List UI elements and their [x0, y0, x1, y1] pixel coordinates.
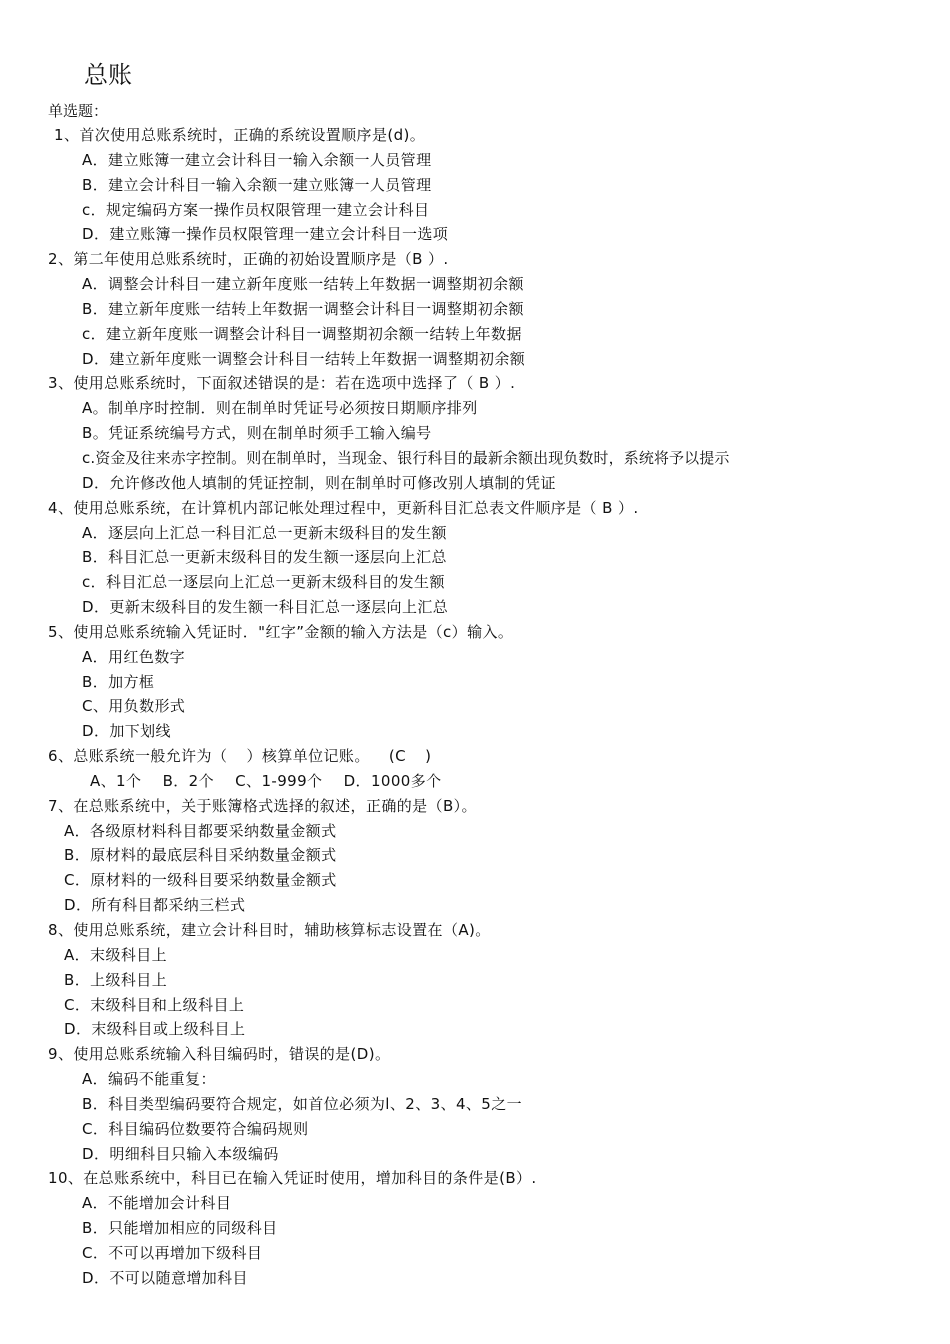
question-8: 8、使用总账系统，建立会计科目时，辅助核算标志设置在（A)。 [48, 921, 491, 939]
option-1c: c．规定编码方案一操作员权限管理一建立会计科目 [82, 200, 430, 219]
section-heading: 单选题： [48, 102, 109, 120]
option-10a: A．不能增加会计科目 [82, 1194, 232, 1213]
question-7: 7、在总账系统中，关于账簿格式选择的叙述，正确的是（B）。 [48, 796, 477, 815]
option-5b: B．加方框 [82, 672, 155, 691]
option-1b: B．建立会计科目一输入余额一建立账簿一人员管理 [82, 175, 432, 194]
option-4c: c．科目汇总一逐层向上汇总一更新末级科目的发生额 [82, 573, 445, 592]
question-6: 6、总账系统一般允许为（ ）核算单位记账。 (C ) [48, 747, 432, 766]
question-3: 3、使用总账系统时，下面叙述错误的是：若在选项中选择了（ B ）. [48, 374, 516, 393]
option-7b: B．原材料的最底层科目采纳数量金额式 [64, 846, 337, 865]
option-8b: B．上级科目上 [64, 970, 168, 989]
option-8d: D．末级科目或上级科目上 [64, 1020, 246, 1039]
option-4b: B．科目汇总一更新末级科目的发生额一逐层向上汇总 [82, 548, 447, 567]
option-4a: A．逐层向上汇总一科目汇总一更新末级科目的发生额 [82, 523, 447, 542]
option-5a: A．用红色数字 [82, 647, 186, 666]
question-9: 9、使用总账系统输入科目编码时，错误的是(D)。 [48, 1045, 391, 1064]
option-3b: B。凭证系统编号方式，则在制单时须手工输入编号 [82, 424, 432, 443]
option-8a: A．末级科目上 [64, 945, 168, 964]
option-7d: D．所有科目都采纳三栏式 [64, 896, 246, 915]
question-1: 1、首次使用总账系统时，正确的系统设置顺序是(d)。 [54, 126, 426, 144]
question-4: 4、使用总账系统，在计算机内部记帐处理过程中，更新科目汇总表文件顺序是（ B ）. [48, 498, 639, 517]
option-4d: D．更新末级科目的发生额一科目汇总一逐层向上汇总 [82, 598, 449, 617]
option-10b: B．只能增加相应的同级科目 [82, 1219, 278, 1238]
option-10c: C．不可以再增加下级科目 [82, 1243, 263, 1262]
option-3a: A。制单序时控制．则在制单时凭证号必须按日期顺序排列 [82, 399, 478, 418]
option-7c: C．原材料的一级科目要采纳数量金额式 [64, 871, 337, 890]
document-title: 总账 [84, 61, 132, 89]
option-3c: c.资金及往来赤字控制。则在制单时，当现金、银行科目的最新余额出现负数时，系统将予以提示 [82, 448, 730, 467]
option-7a: A．各级原材料科目都要采纳数量金额式 [64, 821, 337, 840]
option-9d: D．明细科目只输入本级编码 [82, 1144, 279, 1163]
question-5: 5、使用总账系统输入凭证时．"红字”金额的输入方法是（c）输入。 [48, 622, 514, 641]
option-1a: A．建立账簿一建立会计科目一输入余额一人员管理 [82, 150, 432, 169]
option-2c: c．建立新年度账一调整会计科目一调整期初余额一结转上年数据 [82, 324, 522, 343]
option-5d: D．加下划线 [82, 722, 171, 741]
option-5c: C、用负数形式 [82, 697, 186, 716]
option-9c: C．科目编码位数要符合编码规则 [82, 1119, 309, 1138]
option-8c: C．末级科目和上级科目上 [64, 995, 245, 1014]
option-9a: A．编码不能重复： [82, 1070, 216, 1089]
option-1d: D．建立账簿一操作员权限管理一建立会计科目一选项 [82, 225, 449, 244]
option-2d: D．建立新年度账一调整会计科目一结转上年数据一调整期初余额 [82, 349, 526, 368]
option-10d: D．不可以随意增加科目 [82, 1268, 248, 1287]
question-10: 10、在总账系统中，科目已在输入凭证时使用，增加科目的条件是(B）. [48, 1169, 537, 1188]
question-list [0, 123, 950, 1291]
option-2a: A．调整会计科目一建立新年度账一结转上年数据一调整期初余额 [82, 275, 524, 294]
option-9b: B．科目类型编码要符合规定，如首位必须为l、2、3、4、5之一 [82, 1094, 523, 1113]
question-2: 2、第二年使用总账系统时，正确的初始设置顺序是（B ）. [48, 250, 449, 269]
option-6-row: A、1个 B．2个 C、1-999个 D．1000多个 [90, 771, 442, 790]
option-2b: B．建立新年度账一结转上年数据一调整会计科目一调整期初余额 [82, 299, 524, 318]
option-3d: D．允许修改他人填制的凭证控制，则在制单时可修改别人填制的凭证 [82, 473, 556, 492]
